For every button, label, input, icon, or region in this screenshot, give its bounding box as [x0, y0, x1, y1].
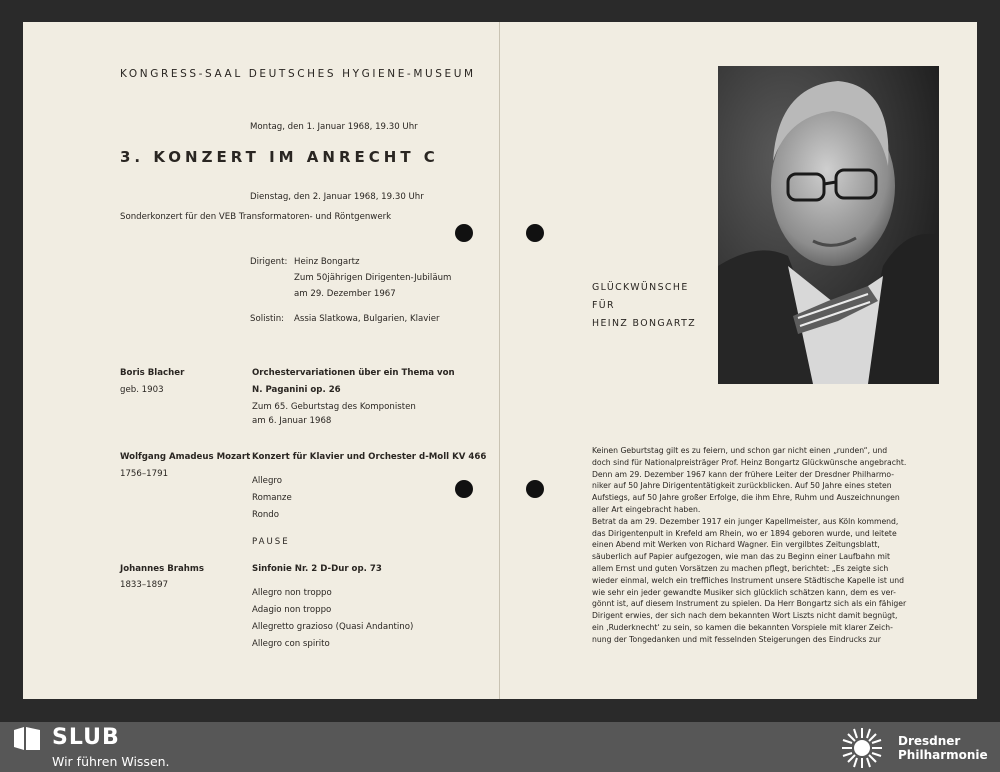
greeting-line-3: HEINZ BONGARTZ: [592, 318, 697, 329]
partner-name-line1: Dresdner: [898, 734, 961, 748]
movement-brahms-1: Allegro non troppo: [252, 588, 332, 598]
slub-name[interactable]: SLUB: [52, 725, 120, 750]
article-line: allem Ernst und guten Vorsätzen zu machen pflegt, berichtet: „Es zeigte sich: [592, 563, 889, 573]
article-line: Betrat da am 29. Dezember 1917 ein junger Kapellmeister, aus Köln kommend,: [592, 516, 899, 526]
punch-hole: [526, 480, 544, 498]
punch-hole: [455, 480, 473, 498]
article-line: aller Art eingebracht haben.: [592, 504, 701, 514]
special-concert-note: Sonderkonzert für den VEB Transformatoren- und Röntgenwerk: [120, 212, 392, 222]
work-brahms: Sinfonie Nr. 2 D-Dur op. 73: [252, 564, 382, 574]
article-line: Aufstiegs, auf 50 Jahre großer Erfolge, die ihm Ehre, Ruhm und Auszeichnungen: [592, 493, 900, 503]
article-line: niker auf 50 Jahre Dirigententätigkeit zurückblicken. Auf 50 Jahre eines steten: [592, 481, 892, 491]
work-mozart: Konzert für Klavier und Orchester d-Moll KV 466: [252, 452, 487, 462]
slub-tagline: Wir führen Wissen.: [52, 754, 170, 769]
soloist-label: Solistin:: [250, 314, 285, 324]
composer-brahms-years: 1833–1897: [120, 580, 169, 590]
philharmonie-logo-icon[interactable]: [838, 724, 886, 772]
venue-heading: KONGRESS-SAAL DEUTSCHES HYGIENE-MUSEUM: [120, 68, 476, 80]
movement-mozart-1: Allegro: [252, 476, 282, 486]
movement-brahms-3: Allegretto grazioso (Quasi Andantino): [252, 622, 414, 632]
article-line: säuberlich auf Papier aufgezogen, wie man das zu Beginn einer Laufbahn mit: [592, 552, 891, 562]
composer-mozart-years: 1756–1791: [120, 469, 169, 479]
article-line: wie sehr ein jeder gewandte Musiker sich glücklich schätzen kann, dem es ver-: [592, 587, 896, 597]
work-blacher-line1: Orchestervariationen über ein Thema von: [252, 368, 455, 378]
movement-brahms-2: Adagio non troppo: [252, 605, 332, 615]
composer-mozart: Wolfgang Amadeus Mozart: [120, 452, 251, 462]
greeting-line-1: GLÜCKWÜNSCHE: [592, 282, 689, 293]
portrait-illustration: [718, 66, 939, 384]
pause-label: PAUSE: [252, 537, 290, 547]
article-line: wieder einmal, welch ein treffliches Instrument unsere Städtische Kapelle ist und: [592, 575, 904, 585]
conductor-label: Dirigent:: [250, 257, 288, 267]
article-line: einen Abend mit Werken von Richard Wagner. Ein vergilbtes Zeitungsblatt,: [592, 540, 880, 550]
conductor-jubilee-note: Zum 50jährigen Dirigenten-Jubiläum: [294, 273, 452, 283]
greeting-line-2: FÜR: [592, 300, 615, 311]
article-line: Denn am 29. Dezember 1967 kann der frühere Leiter der Dresdner Philharmo-: [592, 469, 895, 479]
portrait-photo: [718, 66, 939, 384]
composer-blacher-years: geb. 1903: [120, 385, 164, 395]
article-line: doch sind für Nationalpreisträger Prof. Heinz Bongartz Glückwünsche angebracht.: [592, 457, 907, 467]
article-line: gönnt ist, auf diesem Instrument zu spielen. Da Herr Bongartz sich als ein fähiger: [592, 599, 907, 609]
work-blacher-note1: Zum 65. Geburtstag des Komponisten: [252, 402, 416, 412]
concert-title: 3. KONZERT IM ANRECHT C: [120, 148, 439, 166]
conductor-name: Heinz Bongartz: [294, 257, 360, 267]
work-blacher-line2: N. Paganini op. 26: [252, 385, 341, 395]
article-line: nung der Tongedanken und mit fesselnden Steigerungen des Eindrucks zur: [592, 634, 881, 644]
work-blacher-note2: am 6. Januar 1968: [252, 416, 332, 426]
footer-bar: [0, 722, 1000, 772]
movement-mozart-2: Romanze: [252, 493, 292, 503]
soloist-name: Assia Slatkowa, Bulgarien, Klavier: [294, 314, 440, 324]
date-monday: Montag, den 1. Januar 1968, 19.30 Uhr: [250, 122, 418, 132]
tribute-article: [592, 445, 938, 646]
conductor-jubilee-date: am 29. Dezember 1967: [294, 289, 396, 299]
article-line: ein ‚Ruderknecht‘ zu sein, so kamen die bekannten Vorspiele mit klarer Zeich-: [592, 622, 893, 632]
article-line: Keinen Geburtstag gilt es zu feiern, und schon gar nicht einen „runden“, und: [592, 446, 888, 455]
punch-hole: [526, 224, 544, 242]
composer-brahms: Johannes Brahms: [120, 564, 204, 574]
date-tuesday: Dienstag, den 2. Januar 1968, 19.30 Uhr: [250, 192, 424, 202]
movement-brahms-4: Allegro con spirito: [252, 639, 330, 649]
composer-blacher: Boris Blacher: [120, 368, 185, 378]
partner-name-line2: Philharmonie: [898, 748, 988, 762]
article-line: das Dirigentenpult in Krefeld am Rhein, wo er 1894 geboren wurde, und leitete: [592, 528, 897, 538]
article-line: Dirigent erwies, der sich nach dem bekannten Wort Liszts nicht damit begnügt,: [592, 611, 898, 621]
page-fold: [499, 22, 500, 699]
punch-hole: [455, 224, 473, 242]
slub-logo-icon[interactable]: [12, 726, 42, 756]
movement-mozart-3: Rondo: [252, 510, 280, 520]
